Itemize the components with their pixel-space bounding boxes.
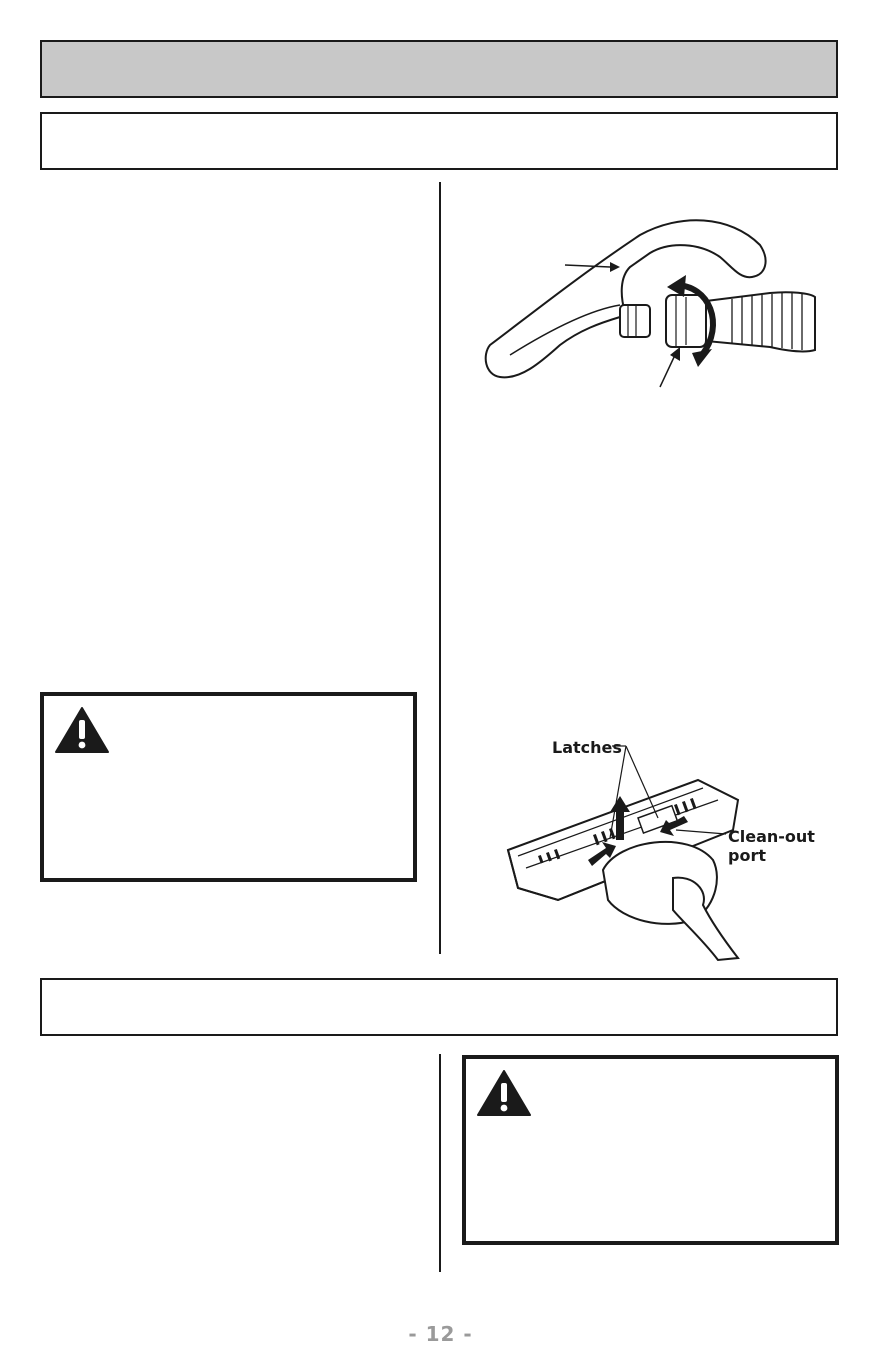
hose-handle-illustration xyxy=(470,205,820,405)
column-divider-1 xyxy=(439,182,441,954)
latches-label: Latches xyxy=(552,738,622,757)
page-title-bar xyxy=(40,40,838,98)
warning-triangle-icon xyxy=(476,1069,532,1117)
powered-nozzle-illustration xyxy=(498,760,748,960)
warning-box-2 xyxy=(462,1055,839,1245)
warning-box-1 xyxy=(40,692,417,882)
column-divider-2 xyxy=(439,1054,441,1272)
page-number: - 12 - xyxy=(408,1322,473,1346)
warning-triangle-icon xyxy=(54,706,110,754)
clean-out-port-label: Clean-out port xyxy=(728,827,815,865)
section-header-2 xyxy=(40,978,838,1036)
section-header-1 xyxy=(40,112,838,170)
